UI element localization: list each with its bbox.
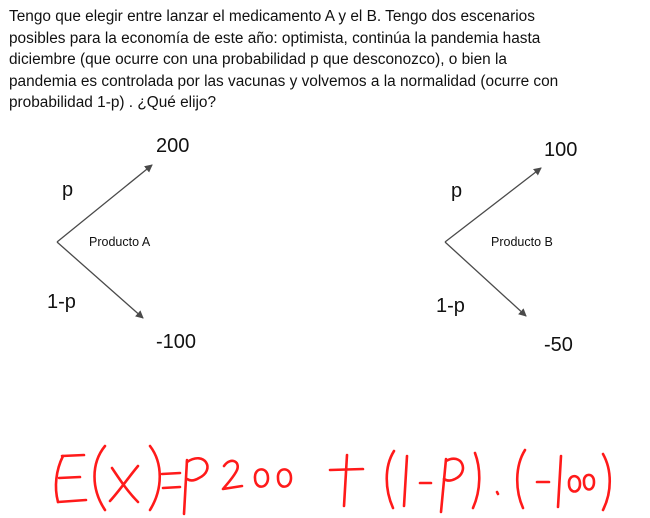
tree-a-lower-probability: 1-p	[47, 291, 76, 313]
tree-b-lower-payoff: -50	[544, 334, 573, 356]
tree-b-product-label: Producto B	[491, 235, 553, 249]
problem-line: probabilidad 1-p) . ¿Qué elijo?	[9, 94, 217, 111]
problem-line: pandemia es controlada por las vacunas y volvemos a la normalidad (ocurre con	[9, 72, 559, 90]
problem-line: diciembre (que ocurre con una probabilidad p que desconozco), o bien la	[9, 51, 507, 68]
tree-a-product-label: Producto A	[89, 235, 151, 249]
problem-line: Tengo que elegir entre lanzar el medicamento A y el B. Tengo dos escenarios	[9, 8, 535, 25]
tree-a-lower-payoff: -100	[156, 331, 197, 353]
tree-b-upper-payoff: 100	[544, 139, 578, 161]
problem-line: posibles para la economía de este año: optimista, continúa la pandemia hasta	[9, 29, 541, 47]
tree-a-upper-payoff: 200	[156, 135, 190, 157]
tree-b-upper-probability: p	[451, 180, 463, 202]
tree-b-lower-probability: 1-p	[436, 295, 465, 317]
tree-a-upper-probability: p	[62, 179, 74, 201]
